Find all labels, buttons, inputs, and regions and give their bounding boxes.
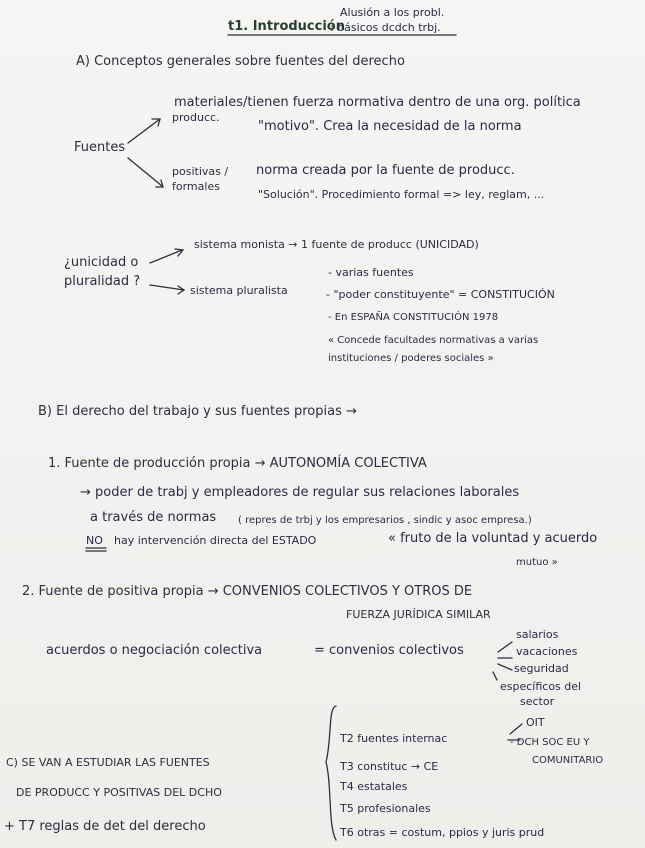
espana-constitucion: - En ESPAÑA CONSTITUCIÓN 1978 <box>328 312 499 323</box>
seguridad-item: seguridad <box>514 662 569 675</box>
arrow-to-pluralista <box>150 285 184 290</box>
solucion-line: "Solución". Procedimiento formal => ley, reglam, ... <box>258 188 545 201</box>
item1-intervencion: hay intervención directa del ESTADO <box>114 534 317 547</box>
t3-line: T3 constituc → CE <box>340 760 439 773</box>
item1-line: 1. Fuente de producción propia → AUTONOMÍA COLECTIVA <box>48 456 427 471</box>
convenios-line: = convenios colectivos <box>314 643 464 658</box>
fuentes-label: Fuentes <box>74 140 126 155</box>
arrow-to-monista <box>150 250 182 263</box>
t2-comunitario: COMUNITARIO <box>532 755 604 766</box>
arrow-to-materiales <box>128 119 160 143</box>
instituciones-line: instituciones / poderes sociales » <box>328 353 494 364</box>
monista-line: sistema monista → 1 fuente de producc (UNICIDAD) <box>194 238 479 251</box>
item1-repres: ( repres de trbj y los empresarios , sindic y asoc empresa.) <box>238 515 532 526</box>
page-subtitle: : básicos dcdch trbj. <box>330 21 441 34</box>
t2-dch-soc: - DCH SOC EU Y <box>510 737 590 748</box>
section-b-heading: B) El derecho del trabajo y sus fuentes propias → <box>38 404 357 419</box>
motivo-line: "motivo". Crea la necesidad de la norma <box>258 119 522 134</box>
vacaciones-item: vacaciones <box>516 645 578 658</box>
item1-fruto: « fruto de la voluntad y acuerdo <box>388 531 598 546</box>
item1-poder: → poder de trabj y empleadores de regular sus relaciones laborales <box>80 485 520 500</box>
positivas-def: norma creada por la fuente de producc. <box>256 163 515 178</box>
especificos-item: específicos del <box>500 680 582 693</box>
item2-line: 2. Fuente de positiva propia → CONVENIOS COLECTIVOS Y OTROS DE <box>22 584 473 599</box>
t6-line: T6 otras = costum, ppios y juris prud <box>340 826 545 839</box>
t5-line: T5 profesionales <box>340 802 431 815</box>
unicidad-label: ¿unicidad o <box>64 255 139 270</box>
varias-fuentes: - varias fuentes <box>328 266 414 279</box>
concede-line: « Concede facultades normativas a varias <box>328 335 539 346</box>
arrow-to-positivas <box>128 158 162 186</box>
section-c-line1: C) SE VAN A ESTUDIAR LAS FUENTES <box>6 756 210 769</box>
positivas-label: positivas / <box>172 165 229 178</box>
t2-oit: OIT <box>526 716 545 729</box>
poder-constituyente: - "poder constituyente" = CONSTITUCIÓN <box>326 288 555 301</box>
salarios-item: salarios <box>516 628 559 641</box>
acuerdos-line: acuerdos o negociación colectiva <box>46 643 263 658</box>
materiales-producc: producc. <box>172 111 220 124</box>
section-c-line3: + T7 reglas de det del derecho <box>4 819 206 834</box>
item1-no: NO <box>86 534 103 547</box>
pluralidad-label: pluralidad ? <box>64 274 141 289</box>
t2-line: T2 fuentes internac <box>340 732 448 745</box>
section-c-line2: DE PRODUCC Y POSITIVAS DEL DCHO <box>16 786 222 799</box>
formales-label: formales <box>172 180 220 193</box>
materiales-line: materiales/tienen fuerza normativa dentro de una org. política <box>174 95 581 110</box>
item1-mutuo: mutuo » <box>516 557 558 568</box>
t4-line: T4 estatales <box>340 780 408 793</box>
header-note: Alusión a los probl. <box>340 6 445 19</box>
section-a-heading: A) Conceptos generales sobre fuentes del derecho <box>76 54 405 69</box>
sector-item: sector <box>520 695 555 708</box>
page-title: t1. Introducción <box>228 19 345 34</box>
item1-normas: a través de normas <box>90 510 217 525</box>
item2-fuerza: FUERZA JURÍDICA SIMILAR <box>346 608 491 621</box>
pluralista-label: sistema pluralista <box>190 284 288 297</box>
